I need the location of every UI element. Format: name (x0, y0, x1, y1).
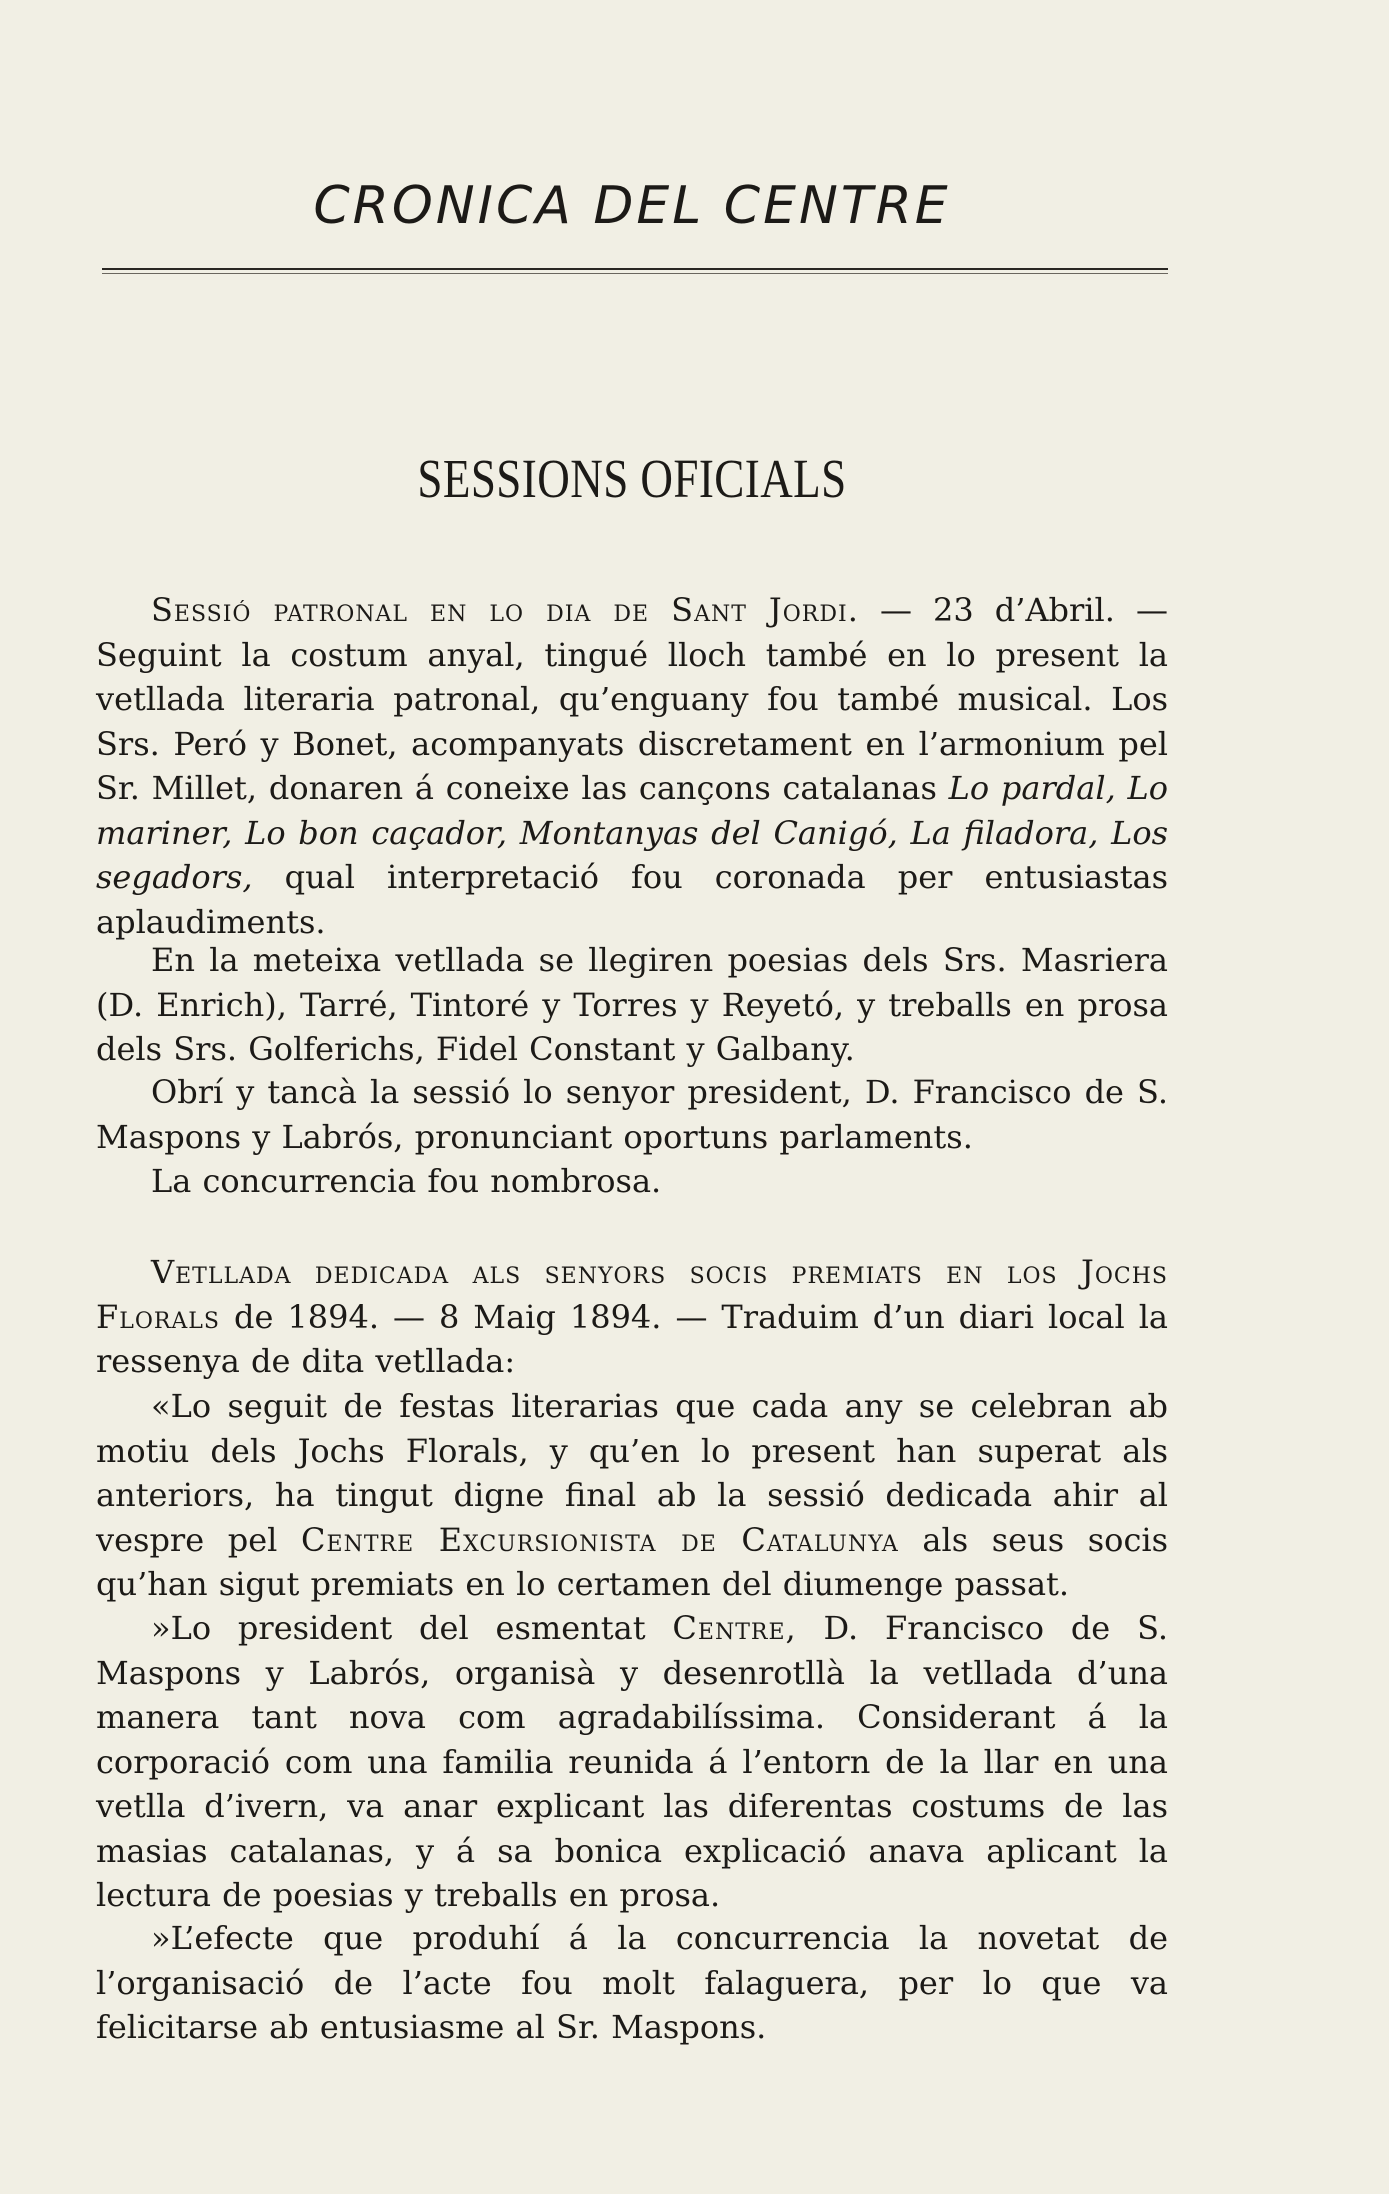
section-title: SESSIONS OFICIALS (417, 448, 847, 509)
session1-text-b: qual interpretació fou coronada per entusiastas aplaudiments. (96, 858, 1169, 941)
title-rule (102, 268, 1168, 274)
chronicle-title: CRONICA DEL CENTRE (313, 176, 951, 236)
organization-name: Centre Excursionista de Catalunya (301, 1520, 899, 1559)
session1-paragraph-3: Obrí y tancà la sessió lo senyor president, D. Francisco de S. Maspons y Labrós, pronunciant oportuns parlaments. (96, 1073, 1168, 1156)
session2-intro: Traduim d’un diari local la ressenya de dita vetllada: (96, 1297, 1168, 1380)
session2-text-c: »Lo president del esmentat (151, 1609, 646, 1647)
page (96, 0, 1168, 2194)
session2-text-a: «Lo seguit de festas literarias que cada any se celebran ab motiu dels Jochs Florals, y qu’en lo present han superat als anteriors, ha tingut digne final ab la sessió dedicada ahir al vespre pel (96, 1387, 1168, 1559)
session2-paragraph-3 (96, 1606, 1168, 1918)
session2-paragraph-4: »L’efecte que produhí á la concurrencia la novetat de l’organisació de l’acte fou molt falaguera, per lo que va felicitarse ab entusiasme al Sr. Maspons. (96, 1919, 1168, 2046)
session1-text-a: Seguint la costum anyal, tingué lloch també en lo present la vetllada literaria patronal, qu’enguany fou també musical. Los Srs. Peró y Bonet, acompanyats discretament en l’armonium pel Sr. Millet, donaren á coneixe las cançons catalanas (96, 635, 1168, 807)
session2-paragraph-2 (96, 1384, 1168, 1607)
session2-text-d: D. Francisco de S. Maspons y Labrós, organisà y desenrotllà la vetllada d’una manera tant nova com agradabilíssima. Considerant á la corporació com una familia reunida á l’entorn de la llar en una vetlla d’ivern, va anar explicant las diferentas costums de las masias catalanas, y á sa bonica explicació anava aplicant la lectura de poesias y treballs en prosa. (96, 1609, 1169, 1914)
session2-date: — 8 Maig 1894. — (392, 1297, 708, 1336)
session1-paragraph-2: En la meteixa vetllada se llegiren poesias dels Srs. Masriera (D. Enrich), Tarré, Tintoré y Torres y Reyetó, y treballs en prosa dels Srs. Golferichs, Fidel Constant y Galbany. (96, 941, 1168, 1068)
session1-paragraph-1 (96, 588, 1168, 944)
session1-paragraph-4: La concurrencia fou nombrosa. (151, 1162, 662, 1200)
session1-songs: Lo pardal, Lo mariner, Lo bon caçador, Montanyas del Canigó, La filadora, Los segadors, (96, 769, 1169, 896)
session1-date: — 23 d’Abril. — (879, 591, 1169, 629)
session2-paragraph-1 (96, 1250, 1168, 1384)
session1-heading: Sessió patronal en lo dia de Sant Jordi. (151, 591, 859, 629)
organization-short-name: Centre, (672, 1609, 797, 1647)
session2-heading-tail: de 1894. (233, 1297, 379, 1336)
session2-text-b: als seus socis qu’han sigut premiats en lo certamen del diumenge passat. (96, 1520, 1169, 1603)
session2-heading: Vetllada dedicada als senyors socis premiats en los Jochs Florals (96, 1253, 1168, 1336)
